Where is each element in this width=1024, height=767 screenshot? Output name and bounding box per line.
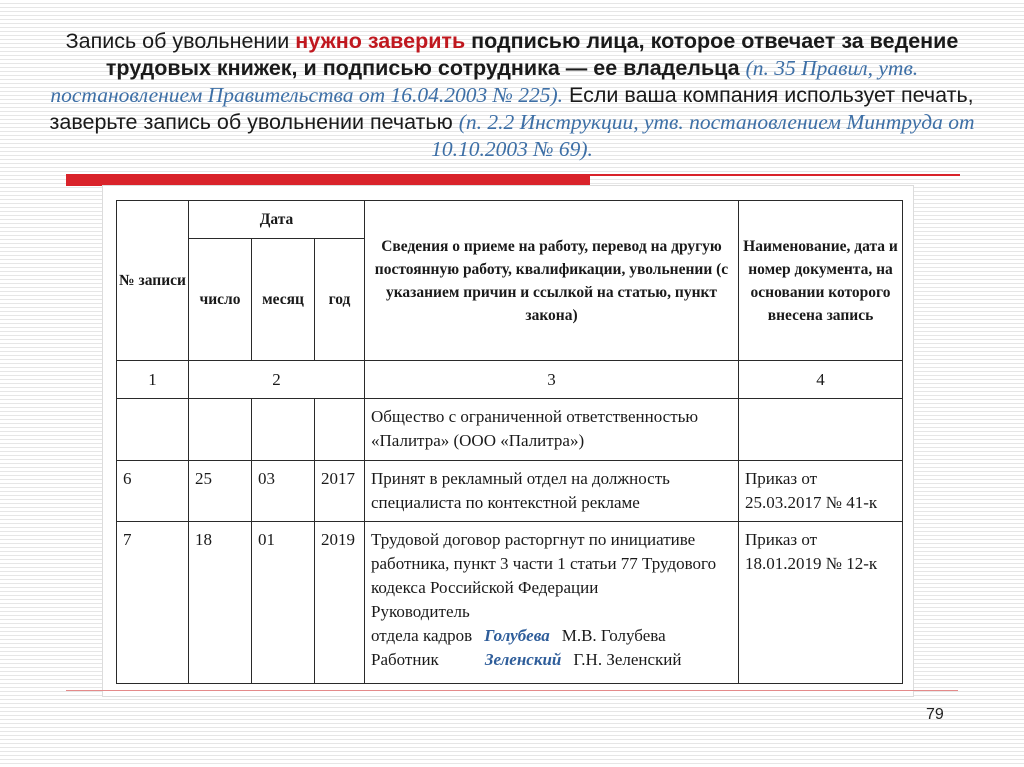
empty-cell <box>117 399 189 461</box>
header-day: число <box>189 239 252 361</box>
signer2-name: Г.Н. Зеленский <box>573 650 682 669</box>
heading-part1: Запись об увольнении <box>65 29 296 53</box>
signer1-title: Руководитель <box>371 602 470 621</box>
record-year: 2019 <box>315 522 365 684</box>
page-number: 79 <box>926 706 944 723</box>
empty-cell <box>315 399 365 461</box>
header-document: Наименование, дата и номер документа, на основании которого внесена запись <box>739 201 903 361</box>
header-record-number: № записи <box>117 201 189 361</box>
column-number: 4 <box>739 361 903 399</box>
column-number: 3 <box>365 361 739 399</box>
record-document: Приказ от 18.01.2019 № 12-к <box>739 522 903 684</box>
red-accent-line <box>590 174 960 176</box>
column-number: 2 <box>189 361 365 399</box>
column-number-row <box>117 361 903 399</box>
signer1-name: М.В. Голубева <box>561 626 666 645</box>
empty-cell <box>739 399 903 461</box>
header-date: Дата <box>189 201 365 239</box>
footer-line <box>66 690 958 691</box>
table-row <box>117 522 903 684</box>
signer1-signature: Голубева <box>484 626 550 645</box>
signer2-signature: Зеленский <box>484 650 562 669</box>
company-name: Общество с ограниченной ответственностью «Палитра» (ООО «Палитра») <box>365 399 739 461</box>
heading-reference-1: (п. 35 Правил, утв. постановлением Правительства от 16.04.2003 № 225). <box>50 56 919 107</box>
header-employment-info: Сведения о приеме на работу, перевод на другую постоянную работу, квалификации, увольнении (с указанием причин и ссылкой на статью, пункт закона) <box>365 201 739 361</box>
record-number: 6 <box>117 461 189 522</box>
record-month: 03 <box>252 461 315 522</box>
slide-heading <box>30 28 994 163</box>
record-day: 25 <box>189 461 252 522</box>
header-month: месяц <box>252 239 315 361</box>
header-year: год <box>315 239 365 361</box>
empty-cell <box>189 399 252 461</box>
header-row-1 <box>117 201 903 239</box>
signer1-department: отдела кадров <box>371 626 473 645</box>
table-row <box>117 461 903 522</box>
company-name-row <box>117 399 903 461</box>
heading-reference-2: (п. 2.2 Инструкции, утв. постановлением Минтруда от 10.10.2003 № 69). <box>431 110 975 161</box>
record-year: 2017 <box>315 461 365 522</box>
signer2-title: Работник <box>371 650 439 669</box>
heading-part3: Если ваша компания использует печать, заверьте запись об увольнении печатью <box>49 83 974 134</box>
signer2-line <box>371 648 732 672</box>
record-day: 18 <box>189 522 252 684</box>
record-document: Приказ от 25.03.2017 № 41-к <box>739 461 903 522</box>
record-info-cell <box>365 522 739 684</box>
heading-part2: подписью лица, которое отвечает за ведение трудовых книжек, и подписью сотрудника — ее владельца <box>105 29 959 80</box>
record-info: Трудовой договор расторгнут по инициативе работника, пункт 3 части 1 статьи 77 Трудового кодекса Российской Федерации <box>371 530 717 597</box>
record-info: Принят в рекламный отдел на должность специалиста по контекстной рекламе <box>365 461 739 522</box>
heading-highlight: нужно заверить <box>295 29 466 53</box>
column-number: 1 <box>117 361 189 399</box>
empty-cell <box>252 399 315 461</box>
signer1-line <box>371 624 732 648</box>
employment-record-table <box>116 200 903 684</box>
record-number: 7 <box>117 522 189 684</box>
record-month: 01 <box>252 522 315 684</box>
